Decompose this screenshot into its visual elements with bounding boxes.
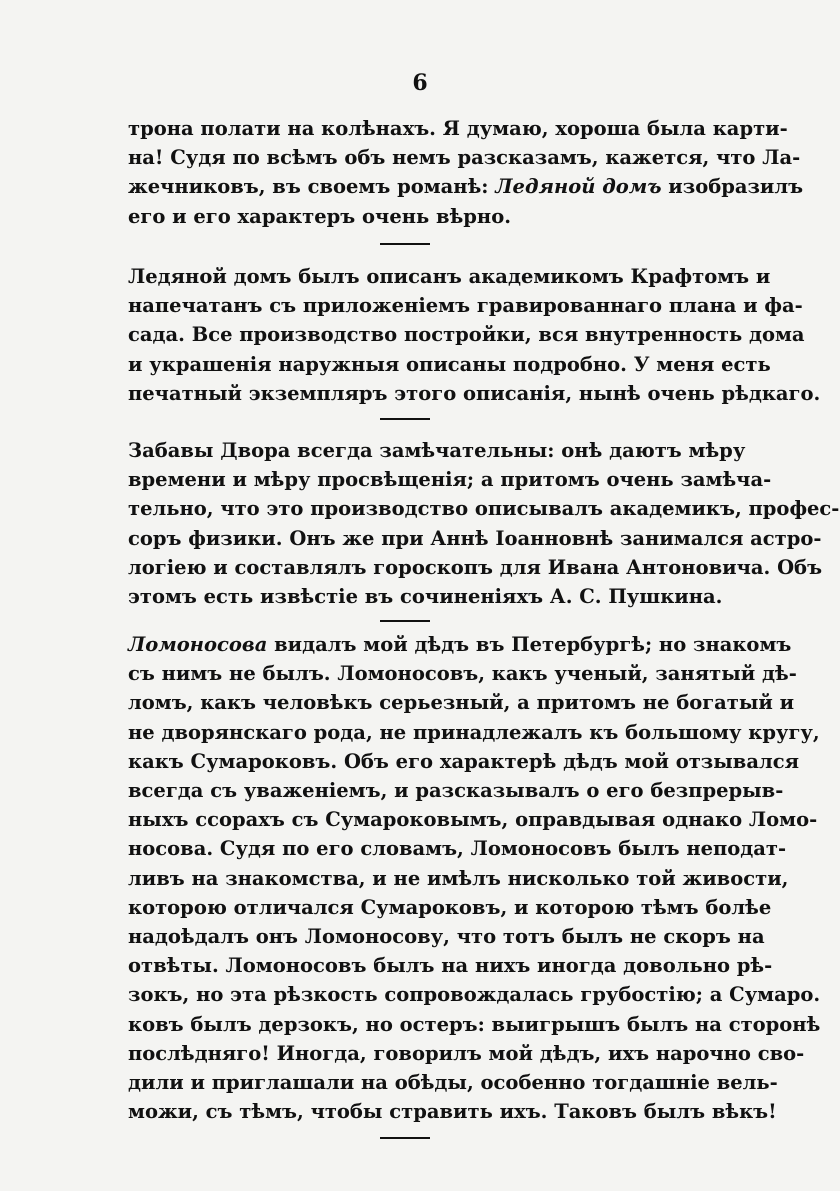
- paragraph-line: какъ Сумароковъ. Объ его характерѣ дѣдъ мой отзывался: [128, 749, 800, 773]
- italic-name: Ломоносова: [128, 633, 268, 656]
- paragraph-line: съ нимъ не былъ. Ломоносовъ, какъ ученый, занятый дѣ-: [128, 662, 797, 686]
- paragraph-3: [128, 436, 840, 611]
- paragraph-line: Забавы Двора всегда замѣчательны: онѣ даютъ мѣру: [128, 439, 746, 462]
- paragraph-line: отвѣты. Ломоносовъ былъ на нихъ иногда довольно рѣ-: [128, 954, 773, 978]
- paragraph-line: его и его характеръ очень вѣрно.: [128, 204, 511, 228]
- paragraph-1: [128, 114, 804, 231]
- line-text: жечниковъ, въ своемъ романѣ:: [128, 175, 496, 199]
- paragraph-line: печатный экземпляръ этого описанія, нынѣ очень рѣдкаго.: [128, 381, 821, 405]
- paragraph-line: соръ физики. Онъ же при Аннѣ Іоанновнѣ занимался астро-: [128, 526, 822, 550]
- paragraph-line: этомъ есть извѣстіе въ сочиненіяхъ А. С. Пушкина.: [128, 585, 723, 609]
- section-divider: [380, 1137, 430, 1139]
- paragraph-line: всегда съ уваженіемъ, и разсказывалъ о его безпрерыв-: [128, 779, 784, 803]
- paragraph-line: ковъ былъ дерзокъ, но остеръ: выигрышъ былъ на сторонѣ: [128, 1012, 821, 1036]
- section-divider: [380, 418, 430, 420]
- paragraph-line: носова. Судя по его словамъ, Ломоносовъ былъ неподат-: [128, 837, 787, 861]
- paragraph-line: которою отличался Сумароковъ, и которою тѣмъ болѣе: [128, 895, 772, 919]
- paragraph-2: [128, 262, 821, 408]
- paragraph-line: [128, 172, 804, 201]
- paragraph-line: напечатанъ съ приложеніемъ гравированнаго плана и фа-: [128, 294, 803, 318]
- paragraph-line: Ледяной домъ былъ описанъ академикомъ Крафтомъ и: [128, 265, 771, 288]
- line-text: изобразилъ: [661, 175, 804, 199]
- paragraph-line: ломъ, какъ человѣкъ серьезный, а притомъ не богатый и: [128, 691, 795, 715]
- italic-title: Ледяной домъ: [495, 175, 662, 199]
- paragraph-line: времени и мѣру просвѣщенія; а притомъ очень замѣча-: [128, 468, 772, 492]
- paragraph-line: послѣдняго! Иногда, говорилъ мой дѣдъ, ихъ нарочно сво-: [128, 1041, 805, 1065]
- section-divider: [380, 620, 430, 622]
- paragraph-line: и украшенія наружныя описаны подробно. У меня есть: [128, 352, 771, 376]
- page-number: 6: [412, 70, 428, 96]
- paragraph-4: [128, 630, 821, 1126]
- paragraph-line: [128, 630, 792, 659]
- paragraph-line: трона полати на колѣнахъ. Я думаю, хороша была карти-: [128, 117, 788, 140]
- paragraph-line: зокъ, но эта рѣзкость сопровождалась грубостію; а Сумаро.: [128, 983, 821, 1007]
- paragraph-line: логіею и составлялъ гороскопъ для Ивана Антоновича. Объ: [128, 555, 823, 579]
- paragraph-line: надоѣдалъ онъ Ломоносову, что тотъ былъ не скоръ на: [128, 925, 765, 949]
- paragraph-line: тельно, что это производство описывалъ академикъ, профес-: [128, 497, 840, 521]
- section-divider: [380, 243, 430, 245]
- paragraph-line: на! Судя по всѣмъ объ немъ разсказамъ, кажется, что Ла-: [128, 146, 801, 170]
- paragraph-line: ныхъ ссорахъ съ Сумароковымъ, оправдывая однако Ломо-: [128, 808, 818, 832]
- line-text: видалъ мой дѣдъ въ Петербургѣ; но знакомъ: [267, 633, 792, 656]
- paragraph-line: дили и приглашали на обѣды, особенно тогдашніе вель-: [128, 1071, 778, 1095]
- paragraph-line: не дворянскаго рода, не принадлежалъ къ большому кругу,: [128, 720, 820, 744]
- paragraph-line: сада. Все производство постройки, вся внутренность дома: [128, 323, 805, 347]
- paragraph-line: можи, съ тѣмъ, чтобы стравить ихъ. Таковъ былъ вѣкъ!: [128, 1100, 777, 1124]
- paragraph-line: ливъ на знакомства, и не имѣлъ нисколько той живости,: [128, 866, 789, 890]
